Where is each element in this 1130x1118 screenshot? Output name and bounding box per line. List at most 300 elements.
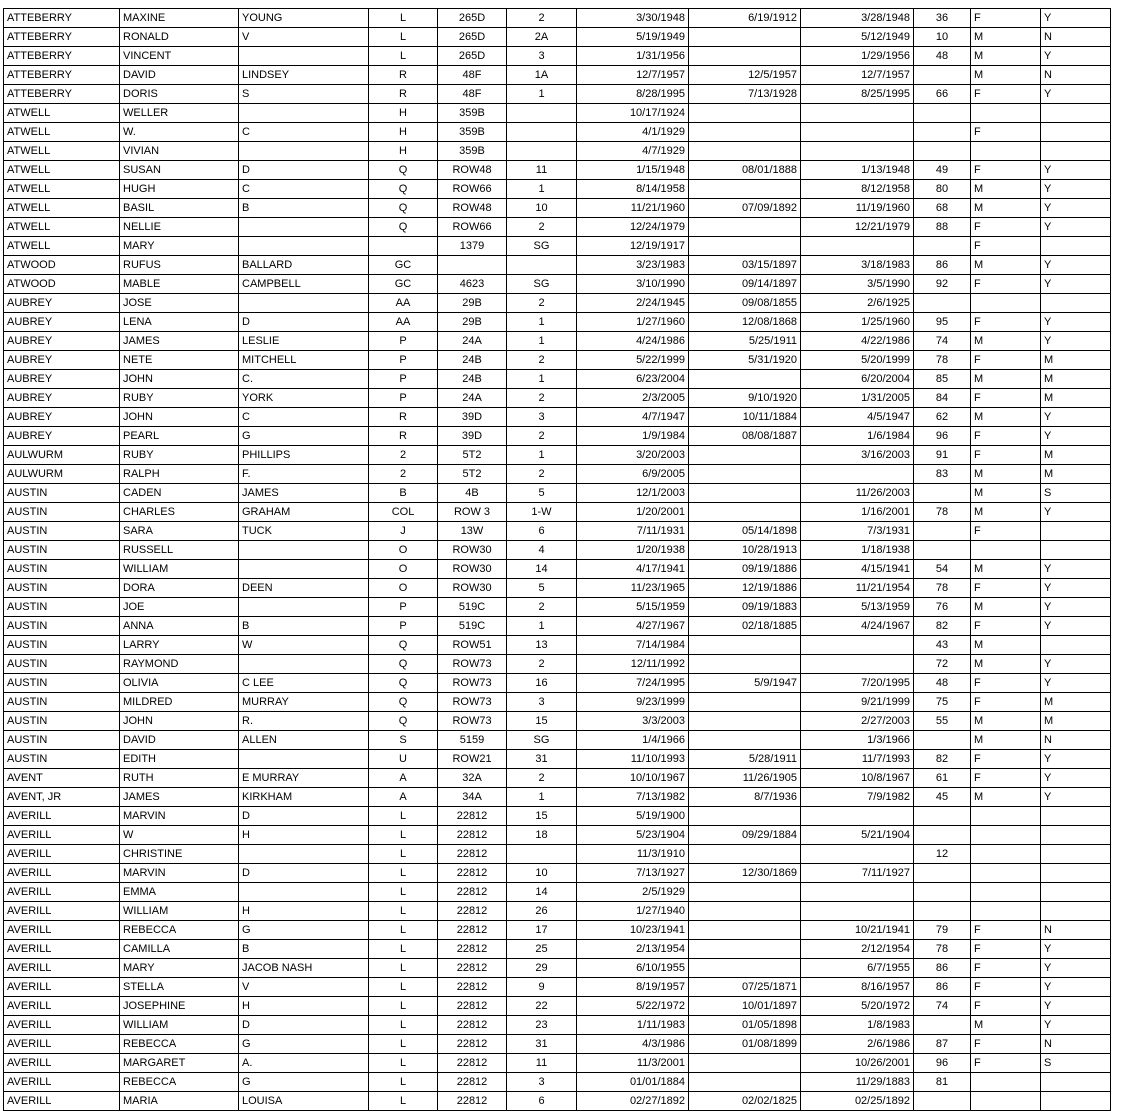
cell-age	[914, 294, 971, 313]
cell-space: 2	[507, 218, 577, 237]
cell-birth-date	[689, 731, 801, 750]
cell-first-name: CHRISTINE	[120, 845, 239, 864]
cell-space: 16	[507, 674, 577, 693]
cell-sex: M	[971, 712, 1041, 731]
cell-birth-date: 02/18/1885	[689, 617, 801, 636]
cell-lot: 1379	[438, 237, 507, 256]
cell-lot: 22812	[438, 978, 507, 997]
cell-death-date: 4/24/1967	[801, 617, 914, 636]
burial-records-table	[3, 8, 1111, 1111]
cell-middle-name: PHILLIPS	[239, 446, 369, 465]
cell-burial-date: 9/23/1999	[577, 693, 689, 712]
cell-last-name: AVERILL	[4, 921, 120, 940]
cell-age: 61	[914, 769, 971, 788]
table-row	[4, 579, 1111, 598]
cell-sex	[971, 826, 1041, 845]
cell-first-name: HUGH	[120, 180, 239, 199]
cell-flag	[1041, 104, 1111, 123]
cell-flag: Y	[1041, 313, 1111, 332]
cell-birth-date: 5/9/1947	[689, 674, 801, 693]
cell-space: 2	[507, 427, 577, 446]
cell-last-name: ATWELL	[4, 104, 120, 123]
cell-lot: 22812	[438, 1092, 507, 1111]
cell-sex: M	[971, 66, 1041, 85]
cell-age: 83	[914, 465, 971, 484]
table-row	[4, 807, 1111, 826]
cell-age: 86	[914, 256, 971, 275]
cell-sex: M	[971, 788, 1041, 807]
cell-lot: ROW30	[438, 541, 507, 560]
cell-birth-date: 07/09/1892	[689, 199, 801, 218]
cell-section: R	[369, 85, 438, 104]
table-row	[4, 503, 1111, 522]
cell-flag	[1041, 294, 1111, 313]
cell-section: L	[369, 1092, 438, 1111]
table-row	[4, 142, 1111, 161]
cell-burial-date: 5/22/1972	[577, 997, 689, 1016]
cell-space: 22	[507, 997, 577, 1016]
table-row	[4, 66, 1111, 85]
cell-space: 1	[507, 617, 577, 636]
cell-birth-date	[689, 883, 801, 902]
cell-last-name: AUSTIN	[4, 541, 120, 560]
cell-section: R	[369, 408, 438, 427]
cell-burial-date: 7/11/1931	[577, 522, 689, 541]
cell-lot: ROW30	[438, 579, 507, 598]
cell-lot: ROW73	[438, 674, 507, 693]
cell-age: 82	[914, 617, 971, 636]
cell-age	[914, 1092, 971, 1111]
table-row	[4, 237, 1111, 256]
cell-section: 2	[369, 446, 438, 465]
cell-birth-date: 5/25/1911	[689, 332, 801, 351]
cell-last-name: AVERILL	[4, 826, 120, 845]
cell-last-name: AVERILL	[4, 1054, 120, 1073]
cell-flag	[1041, 636, 1111, 655]
cell-age: 84	[914, 389, 971, 408]
cell-lot: 5T2	[438, 465, 507, 484]
cell-age: 92	[914, 275, 971, 294]
cell-section: R	[369, 427, 438, 446]
cell-middle-name: C	[239, 180, 369, 199]
cell-sex: M	[971, 180, 1041, 199]
cell-burial-date: 10/17/1924	[577, 104, 689, 123]
cell-death-date: 3/28/1948	[801, 9, 914, 28]
cell-burial-date: 3/20/2003	[577, 446, 689, 465]
cell-lot: 519C	[438, 598, 507, 617]
cell-burial-date: 1/9/1984	[577, 427, 689, 446]
cell-sex	[971, 902, 1041, 921]
cell-space: 2A	[507, 28, 577, 47]
cell-sex	[971, 807, 1041, 826]
table-row	[4, 788, 1111, 807]
cell-lot: ROW51	[438, 636, 507, 655]
cell-space: 11	[507, 1054, 577, 1073]
cell-birth-date	[689, 712, 801, 731]
cell-first-name: STELLA	[120, 978, 239, 997]
cell-lot: 4623	[438, 275, 507, 294]
cell-age: 74	[914, 997, 971, 1016]
cell-birth-date: 5/31/1920	[689, 351, 801, 370]
cell-birth-date	[689, 142, 801, 161]
cell-age: 12	[914, 845, 971, 864]
cell-middle-name: F.	[239, 465, 369, 484]
cell-lot: 24A	[438, 332, 507, 351]
cell-space	[507, 142, 577, 161]
cell-death-date	[801, 237, 914, 256]
cell-death-date	[801, 845, 914, 864]
cell-last-name: AUBREY	[4, 370, 120, 389]
cell-first-name: MARY	[120, 959, 239, 978]
cell-burial-date: 11/21/1960	[577, 199, 689, 218]
cell-lot: 48F	[438, 66, 507, 85]
cell-burial-date: 1/27/1960	[577, 313, 689, 332]
cell-last-name: AUBREY	[4, 427, 120, 446]
cell-lot: 22812	[438, 1016, 507, 1035]
cell-last-name: AVENT	[4, 769, 120, 788]
cell-lot: 22812	[438, 940, 507, 959]
cell-last-name: AVERILL	[4, 845, 120, 864]
cell-death-date: 11/21/1954	[801, 579, 914, 598]
cell-last-name: AUBREY	[4, 332, 120, 351]
cell-flag: Y	[1041, 560, 1111, 579]
cell-first-name: DORA	[120, 579, 239, 598]
cell-sex: M	[971, 199, 1041, 218]
cell-burial-date: 7/13/1982	[577, 788, 689, 807]
cell-burial-date: 12/11/1992	[577, 655, 689, 674]
cell-middle-name: MITCHELL	[239, 351, 369, 370]
cell-lot: 359B	[438, 142, 507, 161]
cell-space: 29	[507, 959, 577, 978]
table-body	[4, 9, 1111, 1111]
cell-flag: M	[1041, 351, 1111, 370]
cell-first-name: RUFUS	[120, 256, 239, 275]
cell-death-date: 7/20/1995	[801, 674, 914, 693]
cell-first-name: W	[120, 826, 239, 845]
cell-space: 2	[507, 351, 577, 370]
cell-burial-date: 1/20/2001	[577, 503, 689, 522]
cell-middle-name: H	[239, 826, 369, 845]
cell-lot: 519C	[438, 617, 507, 636]
cell-burial-date: 5/22/1999	[577, 351, 689, 370]
cell-middle-name: V	[239, 978, 369, 997]
cell-flag: N	[1041, 66, 1111, 85]
cell-sex: F	[971, 693, 1041, 712]
cell-middle-name: V	[239, 28, 369, 47]
cell-lot: 39D	[438, 408, 507, 427]
table-row	[4, 826, 1111, 845]
cell-middle-name: A.	[239, 1054, 369, 1073]
cell-last-name: AUSTIN	[4, 655, 120, 674]
cell-first-name: RALPH	[120, 465, 239, 484]
cell-middle-name: LOUISA	[239, 1092, 369, 1111]
cell-section: L	[369, 1054, 438, 1073]
cell-death-date: 2/6/1925	[801, 294, 914, 313]
cell-middle-name: D	[239, 161, 369, 180]
cell-flag: S	[1041, 1054, 1111, 1073]
cell-age: 49	[914, 161, 971, 180]
cell-middle-name: YORK	[239, 389, 369, 408]
cell-birth-date	[689, 123, 801, 142]
cell-death-date: 10/21/1941	[801, 921, 914, 940]
cell-section: Q	[369, 674, 438, 693]
cell-death-date: 4/5/1947	[801, 408, 914, 427]
cell-first-name: CAMILLA	[120, 940, 239, 959]
cell-burial-date: 5/19/1900	[577, 807, 689, 826]
cell-space: 5	[507, 579, 577, 598]
cell-first-name: LARRY	[120, 636, 239, 655]
cell-age	[914, 66, 971, 85]
cell-age: 88	[914, 218, 971, 237]
cell-space: 26	[507, 902, 577, 921]
table-row	[4, 1016, 1111, 1035]
cell-last-name: ATTEBERRY	[4, 66, 120, 85]
cell-age: 55	[914, 712, 971, 731]
cell-last-name: AVERILL	[4, 864, 120, 883]
cell-lot: 359B	[438, 123, 507, 142]
cell-age: 68	[914, 199, 971, 218]
cell-middle-name: JAMES	[239, 484, 369, 503]
cell-section: H	[369, 142, 438, 161]
cell-section: B	[369, 484, 438, 503]
cell-birth-date	[689, 693, 801, 712]
cell-section: AA	[369, 313, 438, 332]
cell-sex	[971, 864, 1041, 883]
cell-death-date	[801, 883, 914, 902]
cell-first-name: WILLIAM	[120, 902, 239, 921]
cell-flag: M	[1041, 446, 1111, 465]
cell-last-name: ATWELL	[4, 142, 120, 161]
cell-death-date: 1/6/1984	[801, 427, 914, 446]
cell-space: 2	[507, 598, 577, 617]
cell-birth-date: 12/19/1886	[689, 579, 801, 598]
cell-middle-name	[239, 47, 369, 66]
cell-middle-name: D	[239, 313, 369, 332]
cell-death-date: 7/9/1982	[801, 788, 914, 807]
cell-space: 23	[507, 1016, 577, 1035]
cell-space: 25	[507, 940, 577, 959]
cell-sex: F	[971, 9, 1041, 28]
cell-sex: F	[971, 750, 1041, 769]
table-row	[4, 693, 1111, 712]
cell-last-name: AUSTIN	[4, 674, 120, 693]
cell-space: SG	[507, 237, 577, 256]
cell-birth-date: 12/30/1869	[689, 864, 801, 883]
cell-sex	[971, 1073, 1041, 1092]
cell-last-name: AUSTIN	[4, 617, 120, 636]
cell-last-name: AVERILL	[4, 1016, 120, 1035]
cell-flag: Y	[1041, 218, 1111, 237]
cell-lot: 359B	[438, 104, 507, 123]
cell-flag: Y	[1041, 750, 1111, 769]
cell-flag: Y	[1041, 1016, 1111, 1035]
cell-burial-date: 4/27/1967	[577, 617, 689, 636]
cell-section: S	[369, 731, 438, 750]
cell-last-name: ATWELL	[4, 123, 120, 142]
cell-space: 3	[507, 1073, 577, 1092]
cell-age: 54	[914, 560, 971, 579]
cell-lot: 29B	[438, 294, 507, 313]
cell-middle-name	[239, 750, 369, 769]
cell-lot: 34A	[438, 788, 507, 807]
cell-burial-date: 5/19/1949	[577, 28, 689, 47]
cell-section: O	[369, 541, 438, 560]
cell-flag	[1041, 902, 1111, 921]
cell-death-date: 5/21/1904	[801, 826, 914, 845]
cell-lot: 24B	[438, 370, 507, 389]
cell-section: A	[369, 769, 438, 788]
cell-first-name: MARVIN	[120, 807, 239, 826]
cell-birth-date: 11/26/1905	[689, 769, 801, 788]
cell-sex: F	[971, 978, 1041, 997]
cell-birth-date: 01/08/1899	[689, 1035, 801, 1054]
cell-lot: ROW73	[438, 655, 507, 674]
cell-flag: Y	[1041, 617, 1111, 636]
cell-first-name: EDITH	[120, 750, 239, 769]
cell-birth-date: 5/28/1911	[689, 750, 801, 769]
cell-space: 1A	[507, 66, 577, 85]
table-row	[4, 199, 1111, 218]
cell-section: L	[369, 883, 438, 902]
cell-lot: 265D	[438, 9, 507, 28]
cell-lot: 5159	[438, 731, 507, 750]
cell-sex	[971, 294, 1041, 313]
cell-burial-date: 02/27/1892	[577, 1092, 689, 1111]
cell-lot: 48F	[438, 85, 507, 104]
cell-middle-name	[239, 294, 369, 313]
cell-last-name: AVERILL	[4, 807, 120, 826]
cell-death-date: 4/15/1941	[801, 560, 914, 579]
table-row	[4, 598, 1111, 617]
cell-space: 18	[507, 826, 577, 845]
cell-middle-name	[239, 845, 369, 864]
cell-death-date: 2/27/2003	[801, 712, 914, 731]
cell-age: 91	[914, 446, 971, 465]
cell-space: 1-W	[507, 503, 577, 522]
cell-birth-date	[689, 807, 801, 826]
cell-last-name: AUBREY	[4, 294, 120, 313]
cell-birth-date	[689, 503, 801, 522]
cell-section: COL	[369, 503, 438, 522]
cell-birth-date: 09/29/1884	[689, 826, 801, 845]
cell-last-name: AVERILL	[4, 1035, 120, 1054]
cell-space: 14	[507, 560, 577, 579]
cell-burial-date: 12/7/1957	[577, 66, 689, 85]
cell-age: 95	[914, 313, 971, 332]
cell-age: 62	[914, 408, 971, 427]
cell-burial-date: 5/23/1904	[577, 826, 689, 845]
cell-section: P	[369, 598, 438, 617]
cell-flag: Y	[1041, 579, 1111, 598]
cell-space: SG	[507, 731, 577, 750]
cell-sex: M	[971, 636, 1041, 655]
cell-last-name: AUSTIN	[4, 560, 120, 579]
cell-last-name: ATTEBERRY	[4, 28, 120, 47]
cell-birth-date	[689, 959, 801, 978]
cell-last-name: ATWELL	[4, 237, 120, 256]
cell-lot: 22812	[438, 997, 507, 1016]
cell-flag: Y	[1041, 199, 1111, 218]
cell-lot: ROW30	[438, 560, 507, 579]
cell-middle-name: D	[239, 1016, 369, 1035]
cell-sex: F	[971, 446, 1041, 465]
table-row	[4, 655, 1111, 674]
cell-burial-date: 3/23/1983	[577, 256, 689, 275]
cell-birth-date: 03/15/1897	[689, 256, 801, 275]
cell-lot: ROW48	[438, 199, 507, 218]
cell-section: L	[369, 864, 438, 883]
cell-flag: S	[1041, 484, 1111, 503]
cell-flag: Y	[1041, 769, 1111, 788]
cell-age: 86	[914, 959, 971, 978]
cell-first-name: JOHN	[120, 712, 239, 731]
table-row	[4, 1035, 1111, 1054]
cell-middle-name	[239, 237, 369, 256]
cell-lot: 22812	[438, 883, 507, 902]
cell-death-date: 3/16/2003	[801, 446, 914, 465]
cell-middle-name: B	[239, 199, 369, 218]
cell-burial-date: 01/01/1884	[577, 1073, 689, 1092]
cell-death-date	[801, 465, 914, 484]
table-row	[4, 389, 1111, 408]
cell-death-date: 1/31/2005	[801, 389, 914, 408]
cell-first-name: REBECCA	[120, 921, 239, 940]
cell-flag: Y	[1041, 161, 1111, 180]
cell-section: GC	[369, 256, 438, 275]
cell-first-name: NETE	[120, 351, 239, 370]
cell-age: 48	[914, 674, 971, 693]
table-row	[4, 351, 1111, 370]
cell-burial-date: 1/4/1966	[577, 731, 689, 750]
table-row	[4, 370, 1111, 389]
cell-middle-name: KIRKHAM	[239, 788, 369, 807]
cell-burial-date: 10/10/1967	[577, 769, 689, 788]
table-row	[4, 940, 1111, 959]
table-row	[4, 47, 1111, 66]
cell-birth-date: 09/19/1883	[689, 598, 801, 617]
cell-flag	[1041, 123, 1111, 142]
cell-section: A	[369, 788, 438, 807]
cell-burial-date: 1/27/1940	[577, 902, 689, 921]
cell-birth-date: 08/08/1887	[689, 427, 801, 446]
cell-lot: 22812	[438, 845, 507, 864]
cell-first-name: RAYMOND	[120, 655, 239, 674]
cell-death-date: 6/20/2004	[801, 370, 914, 389]
table-row	[4, 712, 1111, 731]
cell-age	[914, 522, 971, 541]
cell-last-name: ATWELL	[4, 199, 120, 218]
cell-section: Q	[369, 693, 438, 712]
cell-burial-date: 11/23/1965	[577, 579, 689, 598]
table-row	[4, 997, 1111, 1016]
cell-lot: 22812	[438, 1035, 507, 1054]
cell-last-name: AUSTIN	[4, 484, 120, 503]
cell-age	[914, 123, 971, 142]
cell-space: 11	[507, 161, 577, 180]
cell-last-name: AVERILL	[4, 1092, 120, 1111]
cell-last-name: ATWELL	[4, 218, 120, 237]
cell-lot: 265D	[438, 47, 507, 66]
cell-space: 1	[507, 85, 577, 104]
cell-burial-date: 11/10/1993	[577, 750, 689, 769]
cell-lot: 4B	[438, 484, 507, 503]
cell-middle-name: LINDSEY	[239, 66, 369, 85]
cell-death-date: 9/21/1999	[801, 693, 914, 712]
cell-middle-name: S	[239, 85, 369, 104]
cell-death-date	[801, 104, 914, 123]
cell-section: L	[369, 845, 438, 864]
cell-birth-date	[689, 921, 801, 940]
